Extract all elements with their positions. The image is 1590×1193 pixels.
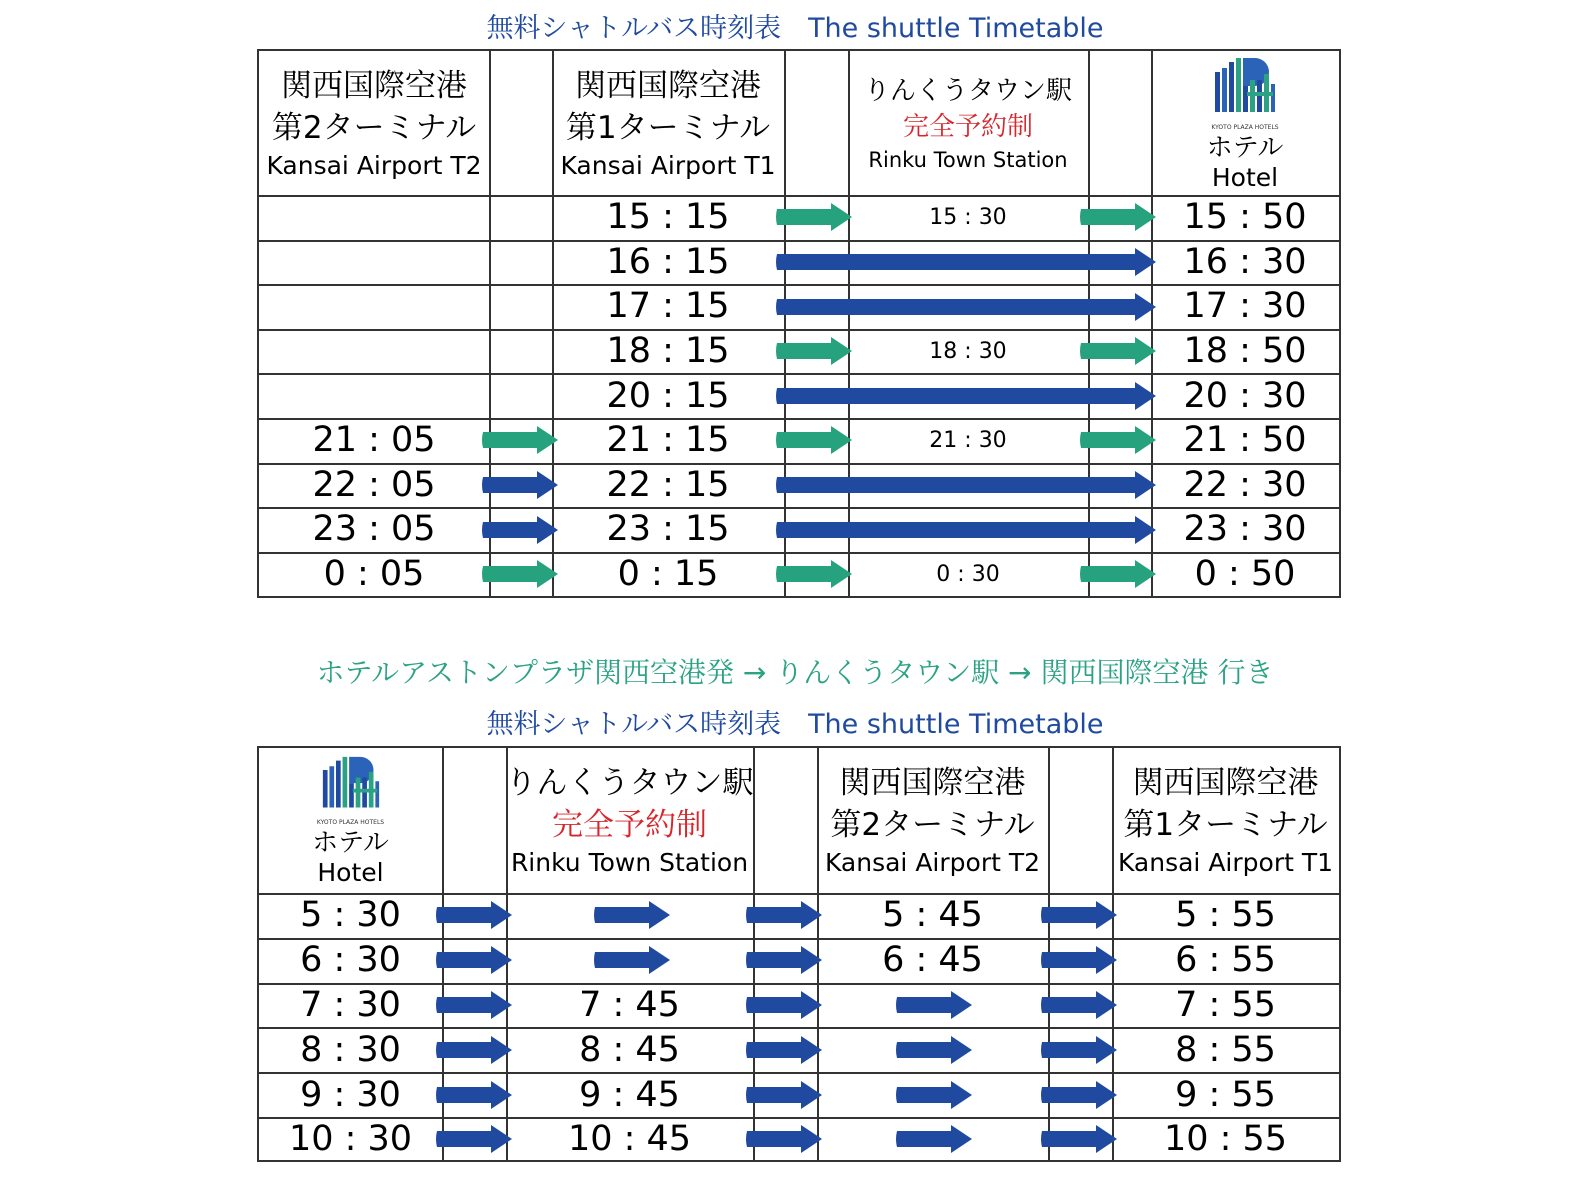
time-kansai-t2 — [259, 284, 489, 329]
header-jp-line2: 第2ターミナル — [830, 807, 1035, 843]
time-kansai-t2: 21 : 05 — [312, 420, 436, 461]
time-kansai-t2: 23 : 05 — [312, 509, 436, 550]
right-arrow-icon — [895, 1035, 973, 1065]
time-hotel: 10 : 30 — [288, 1119, 413, 1160]
time-hotel: 7 : 30 — [300, 984, 401, 1025]
route-title: ホテルアストンプラザ関西空港発 → りんくうタウン駅 → 関西国際空港 行き — [316, 656, 1274, 689]
header-jp-line2: 第1ターミナル — [1123, 807, 1328, 843]
hotel-logo-text: KYOTO PLAZA HOTELS — [1211, 124, 1279, 131]
right-arrow-icon — [1040, 1124, 1118, 1154]
right-arrow-icon — [1040, 1035, 1118, 1065]
header-en: Hotel — [1211, 163, 1279, 192]
time-rinku-station: 15 : 30 — [929, 204, 1007, 230]
header-kansai-t1 — [552, 55, 784, 193]
long-right-arrow-icon — [775, 470, 1157, 500]
right-arrow-icon — [1040, 900, 1118, 930]
right-arrow-icon — [775, 202, 853, 232]
top-timetable-title: 無料シャトルバス時刻表 The shuttle Timetable — [486, 13, 1104, 44]
header-jp-line1: 関西国際空港 — [1132, 765, 1319, 801]
right-arrow-icon — [435, 1080, 513, 1110]
bottom-timetable — [257, 746, 1341, 1162]
right-arrow-icon — [775, 425, 853, 455]
header-jp-line2: 第1ターミナル — [565, 110, 771, 146]
time-kansai-t1: 5 : 55 — [1175, 895, 1276, 936]
hotel-logo-text: KYOTO PLAZA HOTELS — [316, 819, 385, 826]
time-kansai-t1: 8 : 55 — [1175, 1029, 1276, 1070]
header-en: Kansai Airport T1 — [1117, 848, 1334, 877]
header-kansai-t1 — [1112, 752, 1339, 890]
time-kansai-t2: 0 : 05 — [323, 554, 425, 595]
right-arrow-icon — [435, 1124, 513, 1154]
right-arrow-icon — [895, 1124, 973, 1154]
right-arrow-icon — [481, 425, 559, 455]
time-hotel: 6 : 30 — [300, 940, 401, 981]
time-kansai-t1: 22 : 15 — [606, 464, 730, 505]
time-kansai-t1: 7 : 55 — [1175, 984, 1276, 1025]
right-arrow-icon — [775, 559, 853, 589]
right-arrow-icon — [1079, 202, 1157, 232]
header-en: Rinku Town Station — [868, 148, 1068, 172]
time-kansai-t1: 9 : 55 — [1175, 1074, 1276, 1115]
right-arrow-icon — [1040, 990, 1118, 1020]
time-kansai-t1: 6 : 55 — [1175, 940, 1276, 981]
time-kansai-t2: 5 : 45 — [882, 895, 983, 936]
right-arrow-icon — [1040, 1080, 1118, 1110]
header-jp-line1: 関西国際空港 — [281, 68, 467, 104]
right-arrow-icon — [593, 945, 671, 975]
header-en: Kansai Airport T2 — [266, 151, 482, 180]
time-kansai-t2 — [259, 329, 489, 374]
time-rinku-station: 7 : 45 — [579, 984, 680, 1025]
time-hotel: 15 : 50 — [1183, 197, 1307, 238]
right-arrow-icon — [745, 1035, 823, 1065]
long-right-arrow-icon — [775, 292, 1157, 322]
time-rinku-station: 10 : 45 — [567, 1119, 692, 1160]
header-jp-line2: 第2ターミナル — [271, 110, 477, 146]
header-rinku-station — [506, 752, 753, 890]
header-jp: ホテル — [1206, 133, 1284, 163]
header-en: Kansai Airport T2 — [824, 848, 1041, 877]
time-hotel: 22 : 30 — [1183, 464, 1307, 505]
time-kansai-t1: 16 : 15 — [606, 241, 730, 282]
hotel-logo-icon — [1213, 56, 1277, 124]
header-kansai-t2 — [259, 55, 489, 193]
long-right-arrow-icon — [775, 515, 1157, 545]
header-en: Rinku Town Station — [510, 848, 749, 877]
bottom-timetable-title: 無料シャトルバス時刻表 The shuttle Timetable — [486, 709, 1104, 740]
time-kansai-t2: 6 : 45 — [882, 940, 983, 981]
right-arrow-icon — [1079, 425, 1157, 455]
right-arrow-icon — [745, 990, 823, 1020]
time-kansai-t1: 20 : 15 — [606, 375, 730, 416]
time-hotel: 18 : 50 — [1183, 331, 1307, 372]
header-en: Kansai Airport T1 — [560, 151, 776, 180]
time-hotel: 23 : 30 — [1183, 509, 1307, 550]
right-arrow-icon — [775, 336, 853, 366]
right-arrow-icon — [745, 945, 823, 975]
time-kansai-t1: 10 : 55 — [1163, 1119, 1288, 1160]
right-arrow-icon — [745, 900, 823, 930]
right-arrow-icon — [481, 559, 559, 589]
time-hotel: 17 : 30 — [1183, 286, 1307, 327]
time-hotel: 5 : 30 — [300, 895, 401, 936]
right-arrow-icon — [745, 1124, 823, 1154]
right-arrow-icon — [1079, 336, 1157, 366]
header-jp: ホテル — [312, 828, 389, 858]
time-rinku-station: 0 : 30 — [936, 561, 1000, 587]
time-kansai-t1: 21 : 15 — [606, 420, 730, 461]
time-hotel: 20 : 30 — [1183, 375, 1307, 416]
time-kansai-t2 — [259, 240, 489, 285]
time-hotel: 0 : 50 — [1194, 554, 1296, 595]
long-right-arrow-icon — [775, 381, 1157, 411]
right-arrow-icon — [435, 1035, 513, 1065]
right-arrow-icon — [481, 515, 559, 545]
long-right-arrow-icon — [775, 247, 1157, 277]
header-hotel — [259, 752, 442, 890]
right-arrow-icon — [435, 990, 513, 1020]
right-arrow-icon — [895, 1080, 973, 1110]
time-kansai-t1: 15 : 15 — [606, 197, 730, 238]
header-jp-line1: 関西国際空港 — [839, 765, 1026, 801]
header-rinku-station — [848, 61, 1088, 187]
time-rinku-station: 18 : 30 — [929, 338, 1007, 364]
reservation-note: 完全予約制 — [902, 112, 1033, 142]
right-arrow-icon — [1079, 559, 1157, 589]
time-rinku-station: 8 : 45 — [579, 1029, 680, 1070]
right-arrow-icon — [435, 945, 513, 975]
hotel-logo-icon — [319, 755, 383, 819]
time-kansai-t1: 18 : 15 — [606, 331, 730, 372]
header-en: Hotel — [317, 858, 384, 887]
right-arrow-icon — [435, 900, 513, 930]
time-kansai-t1: 23 : 15 — [606, 509, 730, 550]
time-rinku-station: 9 : 45 — [579, 1074, 680, 1115]
header-hotel — [1151, 55, 1339, 193]
time-hotel: 16 : 30 — [1183, 241, 1307, 282]
top-timetable — [257, 49, 1341, 598]
right-arrow-icon — [481, 470, 559, 500]
right-arrow-icon — [745, 1080, 823, 1110]
right-arrow-icon — [593, 900, 671, 930]
time-kansai-t1: 0 : 15 — [617, 554, 719, 595]
header-jp-line1: 関西国際空港 — [575, 68, 761, 104]
header-kansai-t2 — [817, 752, 1048, 890]
header-jp: りんくうタウン駅 — [863, 76, 1072, 106]
reservation-note: 完全予約制 — [552, 807, 707, 843]
time-hotel: 8 : 30 — [300, 1029, 401, 1070]
time-kansai-t2 — [259, 373, 489, 418]
time-hotel: 9 : 30 — [300, 1074, 401, 1115]
time-kansai-t2 — [259, 195, 489, 240]
time-rinku-station: 21 : 30 — [929, 427, 1007, 453]
time-hotel: 21 : 50 — [1183, 420, 1307, 461]
header-jp: りんくうタウン駅 — [505, 765, 754, 801]
time-kansai-t1: 17 : 15 — [606, 286, 730, 327]
right-arrow-icon — [1040, 945, 1118, 975]
time-kansai-t2: 22 : 05 — [312, 464, 436, 505]
right-arrow-icon — [895, 990, 973, 1020]
